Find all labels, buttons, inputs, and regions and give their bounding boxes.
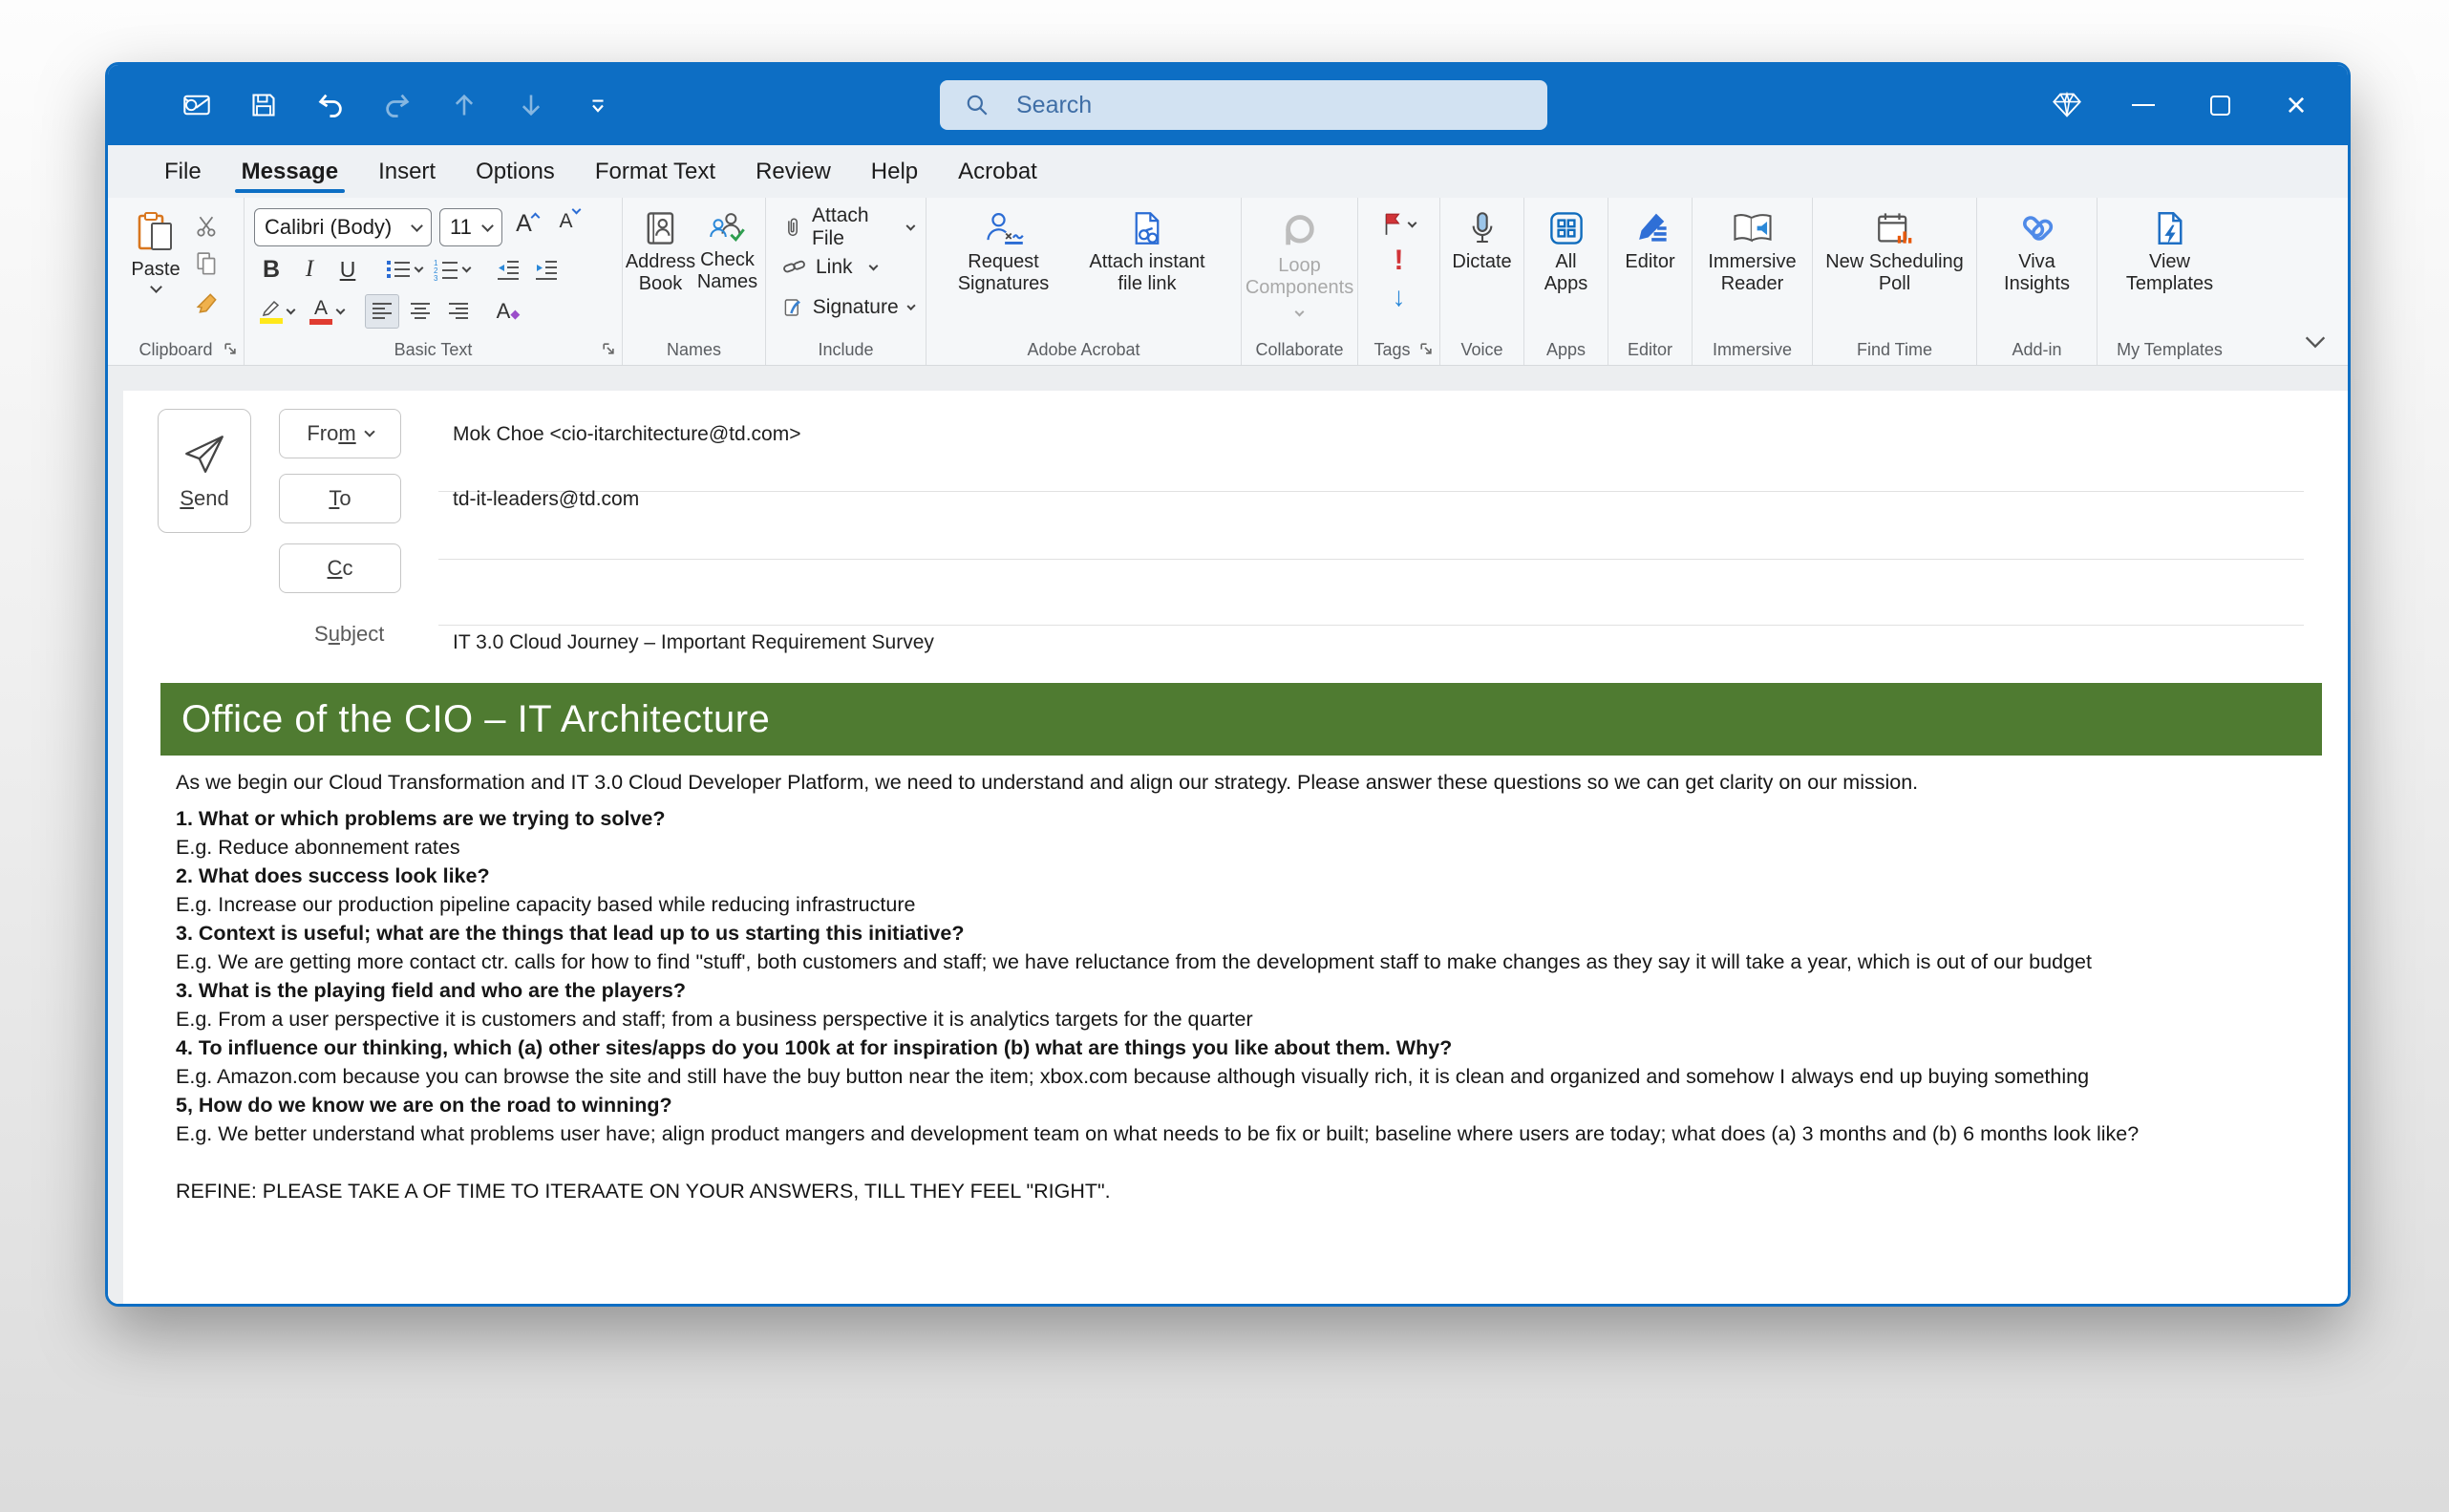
svg-text:3: 3 <box>434 274 438 281</box>
save-icon[interactable] <box>249 91 278 119</box>
field-divider <box>438 625 2304 626</box>
subject-label: Subject <box>314 622 385 646</box>
field-divider <box>438 559 2304 560</box>
ribbon-group-find-time: New Scheduling Poll Find Time <box>1812 198 1976 365</box>
menu-acrobat[interactable]: Acrobat <box>958 158 1037 184</box>
undo-icon[interactable] <box>316 91 345 119</box>
body-paragraph: 3. Context is useful; what are the things that lead up to us starting this initiative? <box>176 922 965 945</box>
link-icon <box>783 256 806 279</box>
increase-indent-button[interactable] <box>529 252 564 287</box>
minimize-button[interactable] <box>2120 82 2166 128</box>
ribbon-group-collaborate: Loop Components Collaborate <box>1241 198 1357 365</box>
ribbon-group-names: Address Book Check Names Names <box>622 198 765 365</box>
compose-area <box>108 366 2348 1304</box>
immersive-reader-button[interactable]: Immersive Reader <box>1698 207 1806 336</box>
font-name-select[interactable]: Calibri (Body) <box>254 208 432 246</box>
attach-file-icon <box>783 215 802 240</box>
new-scheduling-poll-icon <box>1877 211 1913 245</box>
editor-icon <box>1632 211 1669 245</box>
search-box[interactable] <box>940 80 1547 130</box>
address-book-icon <box>644 211 678 245</box>
flag-icon <box>1382 212 1403 237</box>
body-paragraph: E.g. We are getting more contact ctr. calls for how to find "stuff', both customers and staff; we have reluctance from the development staff to make changes as they say it will take a year, which is out of our budget <box>176 950 2092 973</box>
viva-insights-icon <box>2019 211 2055 245</box>
dictate-button[interactable]: Dictate <box>1448 207 1515 336</box>
ribbon <box>108 198 2348 366</box>
search-input[interactable] <box>1014 91 1473 120</box>
numbering-button[interactable] <box>430 252 474 287</box>
move-down-icon[interactable] <box>517 91 545 119</box>
body-paragraph: 5, How do we know we are on the road to winning? <box>176 1094 672 1117</box>
to-button[interactable]: To <box>279 474 401 523</box>
low-importance-button[interactable] <box>1382 280 1416 314</box>
decrease-indent-icon <box>496 258 521 281</box>
view-templates-button[interactable]: View Templates <box>2113 207 2227 336</box>
highlight-color-button[interactable] <box>254 294 300 329</box>
body-paragraph: 2. What does success look like? <box>176 864 490 887</box>
immersive-reader-icon <box>1732 211 1774 245</box>
field-divider <box>438 491 2304 492</box>
body-paragraph: E.g. Reduce abonnement rates <box>176 836 460 859</box>
from-value[interactable]: Mok Choe <cio-itarchitecture@td.com> <box>453 423 801 445</box>
increase-indent-icon <box>534 258 559 281</box>
check-names-icon <box>709 211 747 244</box>
format-painter-icon[interactable] <box>190 286 224 320</box>
align-center-icon <box>409 301 432 322</box>
all-apps-icon <box>1549 211 1584 245</box>
menu-help[interactable]: Help <box>870 158 919 184</box>
body-paragraph: 4. To influence our thinking, which (a) other sites/apps do you 100k at for inspiration (b) what are things you like about them. Why? <box>176 1036 1453 1059</box>
highlighter-icon <box>260 300 283 317</box>
ribbon-group-basic-text: Calibri (Body) 11 A A B I U 1 2 3 A A ◆ Basic Text <box>244 198 622 365</box>
content-gutter <box>108 366 123 1304</box>
from-chevron-icon <box>364 426 374 437</box>
editor-button[interactable]: Editor <box>1621 207 1678 336</box>
premium-gem-icon[interactable] <box>2044 82 2090 128</box>
ribbon-group-adobe-acrobat: Request Signatures Attach instant file link Adobe Acrobat <box>926 198 1241 365</box>
window-controls <box>2044 65 2319 145</box>
font-color-button[interactable]: A <box>304 294 350 329</box>
address-book-button[interactable]: Address Book <box>628 207 694 336</box>
ribbon-group-tags: ! ↓ Tags <box>1357 198 1439 365</box>
close-button[interactable] <box>2273 82 2319 128</box>
svg-text:2: 2 <box>434 266 438 275</box>
title-bar <box>108 65 2348 145</box>
collapse-ribbon-chevron-icon[interactable] <box>2304 335 2327 353</box>
redo-icon[interactable] <box>383 91 412 119</box>
body-paragraph: E.g. Increase our production pipeline capacity based while reducing infrastructure <box>176 893 916 916</box>
ribbon-group-voice: Dictate Voice <box>1439 198 1523 365</box>
maximize-button[interactable] <box>2197 82 2243 128</box>
ribbon-group-clipboard: Paste Clipboard <box>108 198 244 365</box>
body-paragraph: 3. What is the playing field and who are the players? <box>176 979 687 1002</box>
tags-dialog-launcher-icon[interactable] <box>1418 341 1433 360</box>
italic-button[interactable]: I <box>305 256 314 282</box>
subject-value[interactable]: IT 3.0 Cloud Journey – Important Requirement Survey <box>453 631 934 653</box>
search-icon <box>965 93 990 117</box>
svg-text:1: 1 <box>434 259 438 267</box>
decrease-indent-button[interactable] <box>491 252 525 287</box>
new-scheduling-poll-button[interactable]: New Scheduling Poll <box>1819 207 1970 336</box>
paste-icon <box>137 211 175 253</box>
ribbon-group-add-in: Viva Insights Add-in <box>1976 198 2097 365</box>
content-top-divider <box>108 366 2348 391</box>
body-paragraph: E.g. From a user perspective it is customers and staff; from a business perspective it is analytics targets for the quarter <box>176 1008 1253 1031</box>
ribbon-group-immersive: Immersive Reader Immersive <box>1692 198 1812 365</box>
signature-button[interactable]: Signature <box>777 287 920 328</box>
basic-text-dialog-launcher-icon[interactable] <box>601 341 615 360</box>
signature-icon <box>783 296 803 319</box>
request-signatures-icon <box>983 211 1025 245</box>
copy-icon[interactable] <box>190 247 224 282</box>
high-importance-button[interactable] <box>1382 244 1416 278</box>
cc-button[interactable]: Cc <box>279 543 401 593</box>
paste-button[interactable]: Paste <box>127 207 183 336</box>
all-apps-button[interactable]: All Apps <box>1530 207 1602 336</box>
loop-components-button[interactable]: Loop Components <box>1247 207 1352 336</box>
cut-icon[interactable] <box>190 209 224 244</box>
align-right-icon <box>447 301 470 322</box>
ribbon-group-my-templates: View Templates My Templates <box>2097 198 2242 365</box>
move-up-icon[interactable] <box>450 91 479 119</box>
bullets-icon <box>386 258 411 281</box>
grow-font-button[interactable]: A <box>510 210 544 245</box>
menu-message[interactable]: Message <box>222 145 358 198</box>
request-signatures-button[interactable]: Request Signatures <box>948 207 1058 336</box>
align-center-button[interactable] <box>403 294 437 329</box>
ribbon-group-apps: All Apps Apps <box>1523 198 1608 365</box>
underline-button[interactable]: U <box>339 256 356 282</box>
minimize-icon <box>2132 104 2155 107</box>
banner-title: Office of the CIO – IT Architecture <box>181 697 771 740</box>
menu-file[interactable]: File <box>164 158 202 184</box>
menu-bar <box>108 145 2348 198</box>
attach-instant-file-link-icon <box>1131 211 1163 245</box>
attach-file-button[interactable]: Attach File <box>777 207 920 247</box>
email-body[interactable] <box>176 768 2315 1205</box>
menu-review[interactable]: Review <box>756 158 831 184</box>
close-icon: × <box>2286 85 2307 124</box>
align-left-icon <box>371 301 394 322</box>
viva-insights-button[interactable]: Viva Insights <box>1985 207 2090 336</box>
high-importance-icon: ! <box>1394 245 1404 276</box>
link-button[interactable]: Link <box>777 247 920 287</box>
follow-up-flag-button[interactable] <box>1382 207 1416 242</box>
eraser-icon: ◆ <box>510 307 521 321</box>
from-button[interactable]: From <box>279 409 401 458</box>
menu-options[interactable]: Options <box>476 158 555 184</box>
clipboard-dialog-launcher-icon[interactable] <box>223 341 237 360</box>
body-paragraph: As we begin our Cloud Transformation and IT 3.0 Cloud Developer Platform, we need to understand and align our strategy. Please answer these questions so we can get clarity on our mission. <box>176 771 1919 794</box>
bullets-button[interactable] <box>382 252 426 287</box>
menu-insert[interactable]: Insert <box>378 158 437 184</box>
loop-components-icon <box>1281 211 1319 249</box>
maximize-icon <box>2210 96 2230 116</box>
clear-formatting-button[interactable]: A ◆ <box>496 299 521 323</box>
quick-access-toolbar <box>108 91 612 119</box>
to-value[interactable]: td-it-leaders@td.com <box>453 488 640 510</box>
email-banner <box>160 683 2322 756</box>
dictate-icon <box>1469 211 1496 245</box>
send-button[interactable]: Send <box>158 409 251 533</box>
ribbon-group-editor: Editor Editor <box>1608 198 1692 365</box>
low-importance-icon: ↓ <box>1392 282 1406 311</box>
body-paragraph: 1. What or which problems are we trying to solve? <box>176 807 666 830</box>
ribbon-group-include: Attach File Link Signature Include <box>765 198 926 365</box>
view-templates-icon <box>2156 211 2184 245</box>
bold-button[interactable]: B <box>262 255 281 283</box>
check-names-button[interactable]: Check Names <box>694 207 761 336</box>
customize-qat-chevron-icon[interactable] <box>584 91 612 119</box>
body-paragraph: E.g. Amazon.com because you can browse the site and still have the buy button near the item; xbox.com because although visually rich, it is clean and organized and somehow I always end up buying something <box>176 1065 2090 1088</box>
align-right-button[interactable] <box>441 294 476 329</box>
shrink-font-button[interactable]: A <box>552 210 586 245</box>
font-size-select[interactable]: 11 <box>439 208 502 246</box>
body-paragraph <box>176 1148 2315 1177</box>
menu-format-text[interactable]: Format Text <box>594 158 716 184</box>
new-mail-icon[interactable] <box>182 91 211 119</box>
attach-instant-file-link-button[interactable]: Attach instant file link <box>1075 207 1219 336</box>
outlook-compose-window <box>105 62 2351 1307</box>
body-paragraph: E.g. We better understand what problems user have; align product mangers and development team on what needs to be fix or built; baseline where users are today; what does (a) 3 months and (b) 6 months look like? <box>176 1122 2140 1145</box>
paste-dropdown-chevron-icon <box>150 281 162 293</box>
align-left-button[interactable] <box>365 294 399 329</box>
numbering-icon <box>434 258 458 281</box>
send-icon <box>181 431 227 477</box>
body-paragraph: REFINE: PLEASE TAKE A OF TIME TO ITERAATE ON YOUR ANSWERS, TILL THEY FEEL "RIGHT". <box>176 1180 1111 1203</box>
